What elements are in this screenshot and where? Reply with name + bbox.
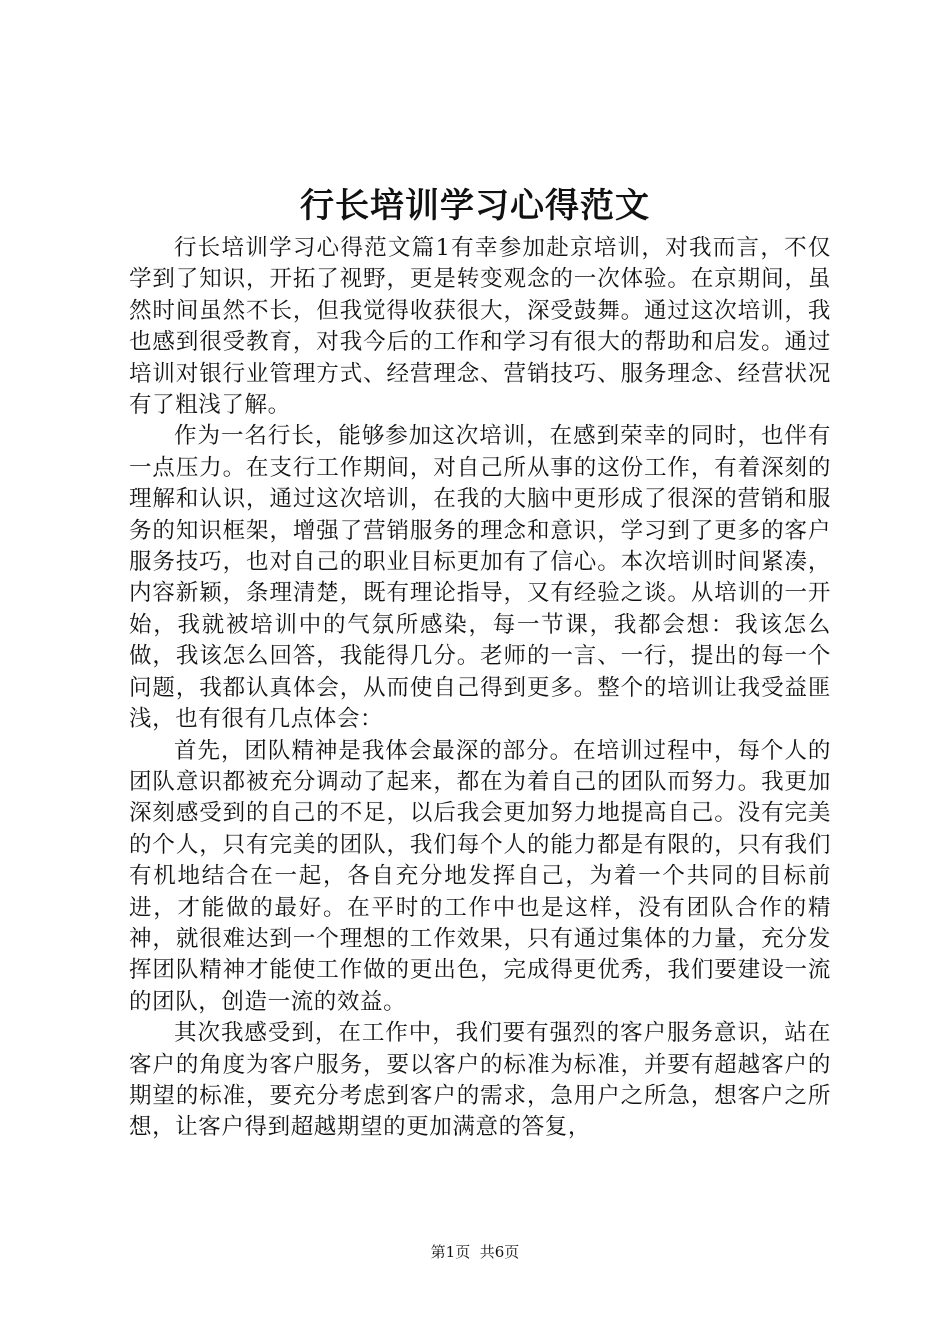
document-title: 行长培训学习心得范文 (300, 186, 650, 226)
paragraph-2: 作为一名行长，能够参加这次培训，在感到荣幸的同时，也伴有一点压力。在支行工作期间，对自己所从事的这份工作，有着深刻的理解和认识，通过这次培训，在我的大脑中更形成了很深的营销和服务的知识框架，增强了营销服务的理念和意识，学习到了更多的客户服务技巧，也对自己的职业目标更加有了信心。本次培训时间紧凑，内容新颖，条理清楚，既有理论指导，又有经验之谈。从培训的一开始，我就被培训中的气氛所感染，每一节课，我都会想：我该怎么做，我该怎么回答，我能得几分。老师的一言、一行，提出的每一个问题，我都认真体会，从而使自己得到更多。整个的培训让我受益匪浅，也有很有几点体会： (129, 423, 831, 733)
page-number: 第1页 (430, 1243, 471, 1261)
paragraph-3: 首先，团队精神是我体会最深的部分。在培训过程中，每个人的团队意识都被充分调动了起来，都在为着自己的团队而努力。我更加深刻感受到的自己的不足，以后我会更加努力地提高自己。没有完美的个人，只有完美的团队，我们每个人的能力都是有限的，只有我们有机地结合在一起，各自充分地发挥自己，为着一个共同的目标前进，才能做的最好。在平时的工作中也是这样，没有团队合作的精神，就很难达到一个理想的工作效果，只有通过集体的力量，充分发挥团队精神才能使工作做的更出色，完成得更优秀，我们要建设一流的团队，创造一流的效益。 (129, 737, 831, 1015)
paragraph-1: 行长培训学习心得范文篇1有幸参加赴京培训，对我而言，不仅学到了知识，开拓了视野，更是转变观念的一次体验。在京期间，虽然时间虽然不长，但我觉得收获很大，深受鼓舞。通过这次培训，我也感到很受教育，对我今后的工作和学习有很大的帮助和启发。通过培训对银行业管理方式、经营理念、营销技巧、服务理念、经营状况有了粗浅了解。 (129, 235, 831, 419)
page-footer (0, 1242, 950, 1262)
footer-separator (470, 1243, 480, 1261)
page-total: 共6页 (479, 1243, 520, 1261)
paragraph-4: 其次我感受到，在工作中，我们要有强烈的客户服务意识，站在客户的角度为客户服务，要以客户的标准为标准，并要有超越客户的期望的标准，要充分考虑到客户的需求，急用户之所急，想客户之所想，让客户得到超越期望的更加满意的答复， (129, 1020, 831, 1141)
document-body (129, 233, 831, 1144)
